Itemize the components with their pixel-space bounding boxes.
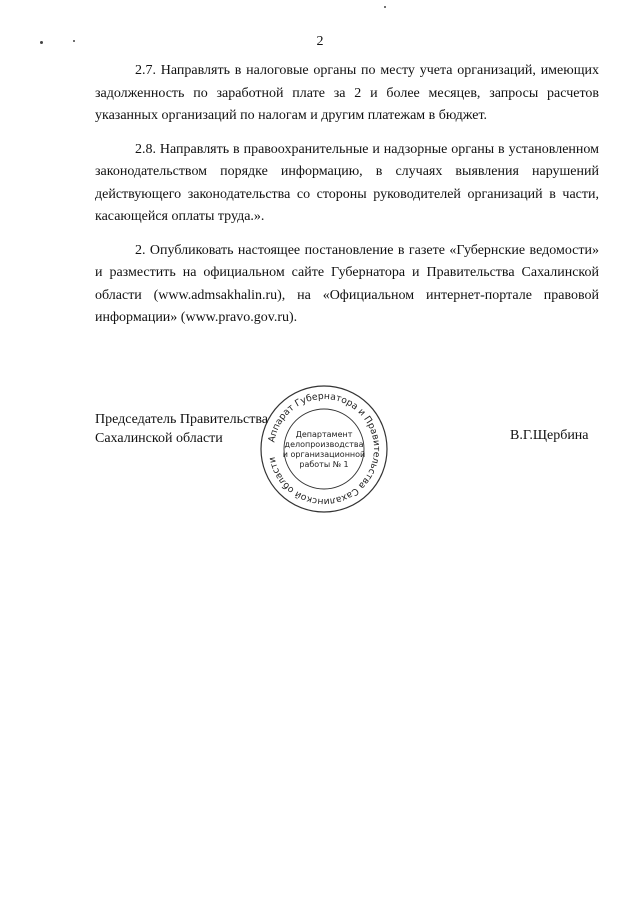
seal-center-line-4: работы № 1 xyxy=(299,460,349,469)
signatory-position-line-1: Председатель Правительства xyxy=(95,412,268,427)
official-seal xyxy=(258,383,390,515)
signatory-position-line-2: Сахалинской области xyxy=(95,431,223,446)
scan-speck xyxy=(384,6,386,8)
document-body xyxy=(95,60,599,341)
paragraph-2-publish: 2. Опубликовать настоящее постановление в газете «Губернские ведомости» и разместить на официальном сайте Губернатора и Правительства Сахалинской области (www.admsakhalin.ru), на «Официальном интернет-портале правовой информации» (www.pravo.gov.ru). xyxy=(95,242,599,325)
paragraph-2-7: 2.7. Направлять в налоговые органы по месту учета организаций, имеющих задолженность по заработной плате за 2 и более месяцев, запросы расчетов указанных организаций по налогам и другим платежам в бюджет. xyxy=(95,63,599,123)
seal-center-line-1: Департамент xyxy=(295,430,353,439)
signatory-position xyxy=(95,410,268,448)
seal-ring-text: Аппарат Губернатора и Правительства Сахалинской области xyxy=(266,390,383,508)
page-number: 2 xyxy=(316,34,324,49)
seal-center-line-3: и организационной xyxy=(282,450,366,459)
signatory-name: В.Г.Щербина xyxy=(510,428,589,443)
paragraph-2-8: 2.8. Направлять в правоохранительные и надзорные органы в установленном законодательством порядке информацию, в случаях выявления нарушений действующего законодательства со стороны руководителей организаций в части, касающейся оплаты труда.». xyxy=(95,141,599,224)
seal-center-line-2: делопроизводства xyxy=(284,440,364,449)
